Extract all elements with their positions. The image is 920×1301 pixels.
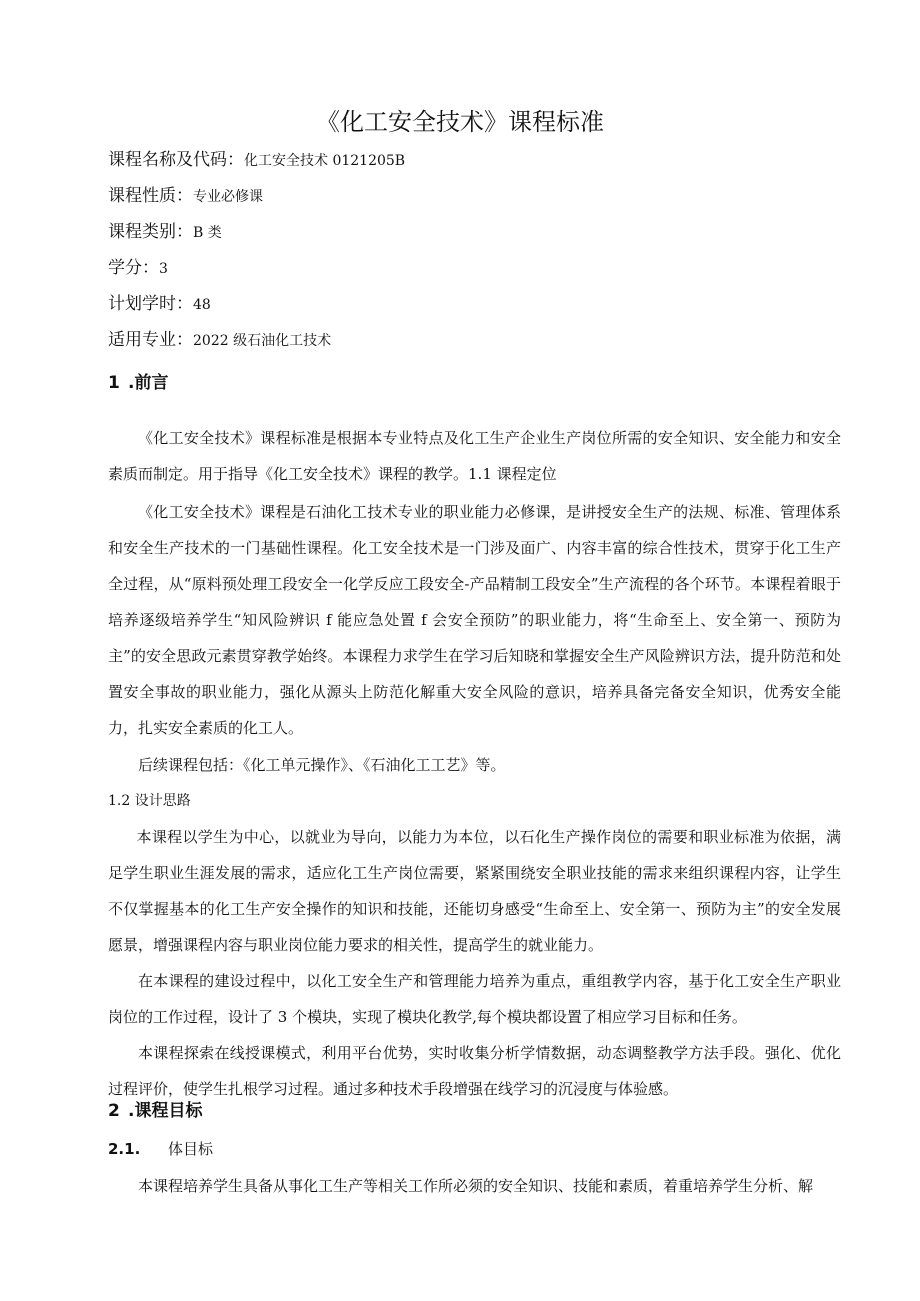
- paragraph-design-1: 本课程以学生为中心，以就业为导向，以能力为本位，以石化生产操作岗位的需要和职业标准为依据，满足学生职业生涯发展的需求，适应化工生产岗位需要，紧紧围绕安全职业技能的需求来组织课程内容，让学生不仅掌握基本的化工生产安全操作的知识和技能，还能切身感受“生命至上、安全第一、预防为主”的安全发展愿景，增强课程内容与职业岗位能力要求的相关性，提高学生的就业能力。: [108, 828, 841, 954]
- meta-label: 课程类别：: [108, 222, 193, 242]
- meta-value: B 类: [193, 225, 222, 241]
- subsection-number: 2.1.: [108, 1140, 141, 1158]
- meta-course-type: [108, 218, 222, 246]
- section-number: 1: [108, 373, 120, 393]
- meta-value: 专业必修课: [193, 189, 263, 205]
- meta-value: 3: [159, 261, 168, 277]
- meta-label: 课程名称及代码：: [108, 150, 244, 170]
- meta-course-name: [108, 146, 405, 174]
- paragraph-design-3: 本课程探索在线授课模式，利用平台优势，实时收集分析学情数据，动态调整教学方法手段。强化、优化过程评价，使学生扎根学习过程。通过多种技术手段增强在线学习的沉浸度与体验感。: [108, 1044, 841, 1098]
- subsection-design-label: 1.2 设计思路: [108, 793, 191, 809]
- section-heading-objectives: [108, 1097, 202, 1125]
- paragraph-course-standard: 《化工安全技术》课程标准是根据本专业特点及化工生产企业生产岗位所需的安全知识、安全能力和安全素质而制定。用于指导《化工安全技术》课程的教学。1.1 课程定位: [108, 429, 841, 483]
- subsection-heading-overall-goal: [108, 1135, 213, 1163]
- paragraph-overall-goal: 本课程培养学生具备从事化工生产等相关工作所必须的安全知识、技能和素质，着重培养学生分析、解: [138, 1177, 814, 1195]
- paragraph-course-positioning: 《化工安全技术》课程是石油化工技术专业的职业能力必修课，是讲授安全生产的法规、标准、管理体系和安全生产技术的一门基础性课程。化工安全技术是一门涉及面广、内容丰富的综合性技术，贯穿于化工生产全过程，从“原料预处理工段安全一化学反应工段安全-产品精制工段安全”生产流程的各个环节。本课程着眼于培养逐级培养学生“知风险辨识 f 能应急处置 f 会安全预防”的职业能力，将“生命至上、安全第一、预防为主”的安全思政元素贯穿教学始终。本课程力求学生在学习后知晓和掌握安全生产风险辨识方法，提升防范和处置安全事故的职业能力，强化从源头上防范化解重大安全风险的意识，培养具备完备安全知识，优秀安全能力，扎实安全素质的化工人。: [108, 503, 841, 737]
- section-number: 2: [108, 1101, 120, 1121]
- meta-value: 48: [193, 297, 211, 313]
- meta-value: 2022 级石油化工技术: [193, 333, 332, 349]
- meta-hours: [108, 290, 211, 318]
- section-heading-preface: [108, 369, 168, 397]
- section-title: .课程目标: [128, 1101, 203, 1121]
- meta-label: 计划学时：: [108, 294, 193, 314]
- document-title: 《化工安全技术》课程标准: [316, 108, 604, 136]
- section-title: .前言: [128, 373, 169, 393]
- paragraph-follow-up-courses: 后续课程包括：《化工单元操作》、《石油化工工艺》等。: [138, 756, 506, 774]
- subsection-title: 体目标: [168, 1140, 214, 1158]
- meta-label: 适用专业：: [108, 330, 193, 350]
- meta-major: [108, 326, 331, 354]
- meta-credits: [108, 254, 168, 282]
- meta-course-nature: [108, 182, 263, 210]
- meta-label: 学分：: [108, 258, 159, 278]
- paragraph-design-2: 在本课程的建设过程中，以化工安全生产和管理能力培养为重点，重组教学内容，基于化工安全生产职业岗位的工作过程，设计了 3 个模块，实现了模块化教学,每个模块都设置了相应学习目标和任务。: [108, 972, 841, 1026]
- meta-value: 化工安全技术 0121205B: [244, 153, 406, 169]
- meta-label: 课程性质：: [108, 186, 193, 206]
